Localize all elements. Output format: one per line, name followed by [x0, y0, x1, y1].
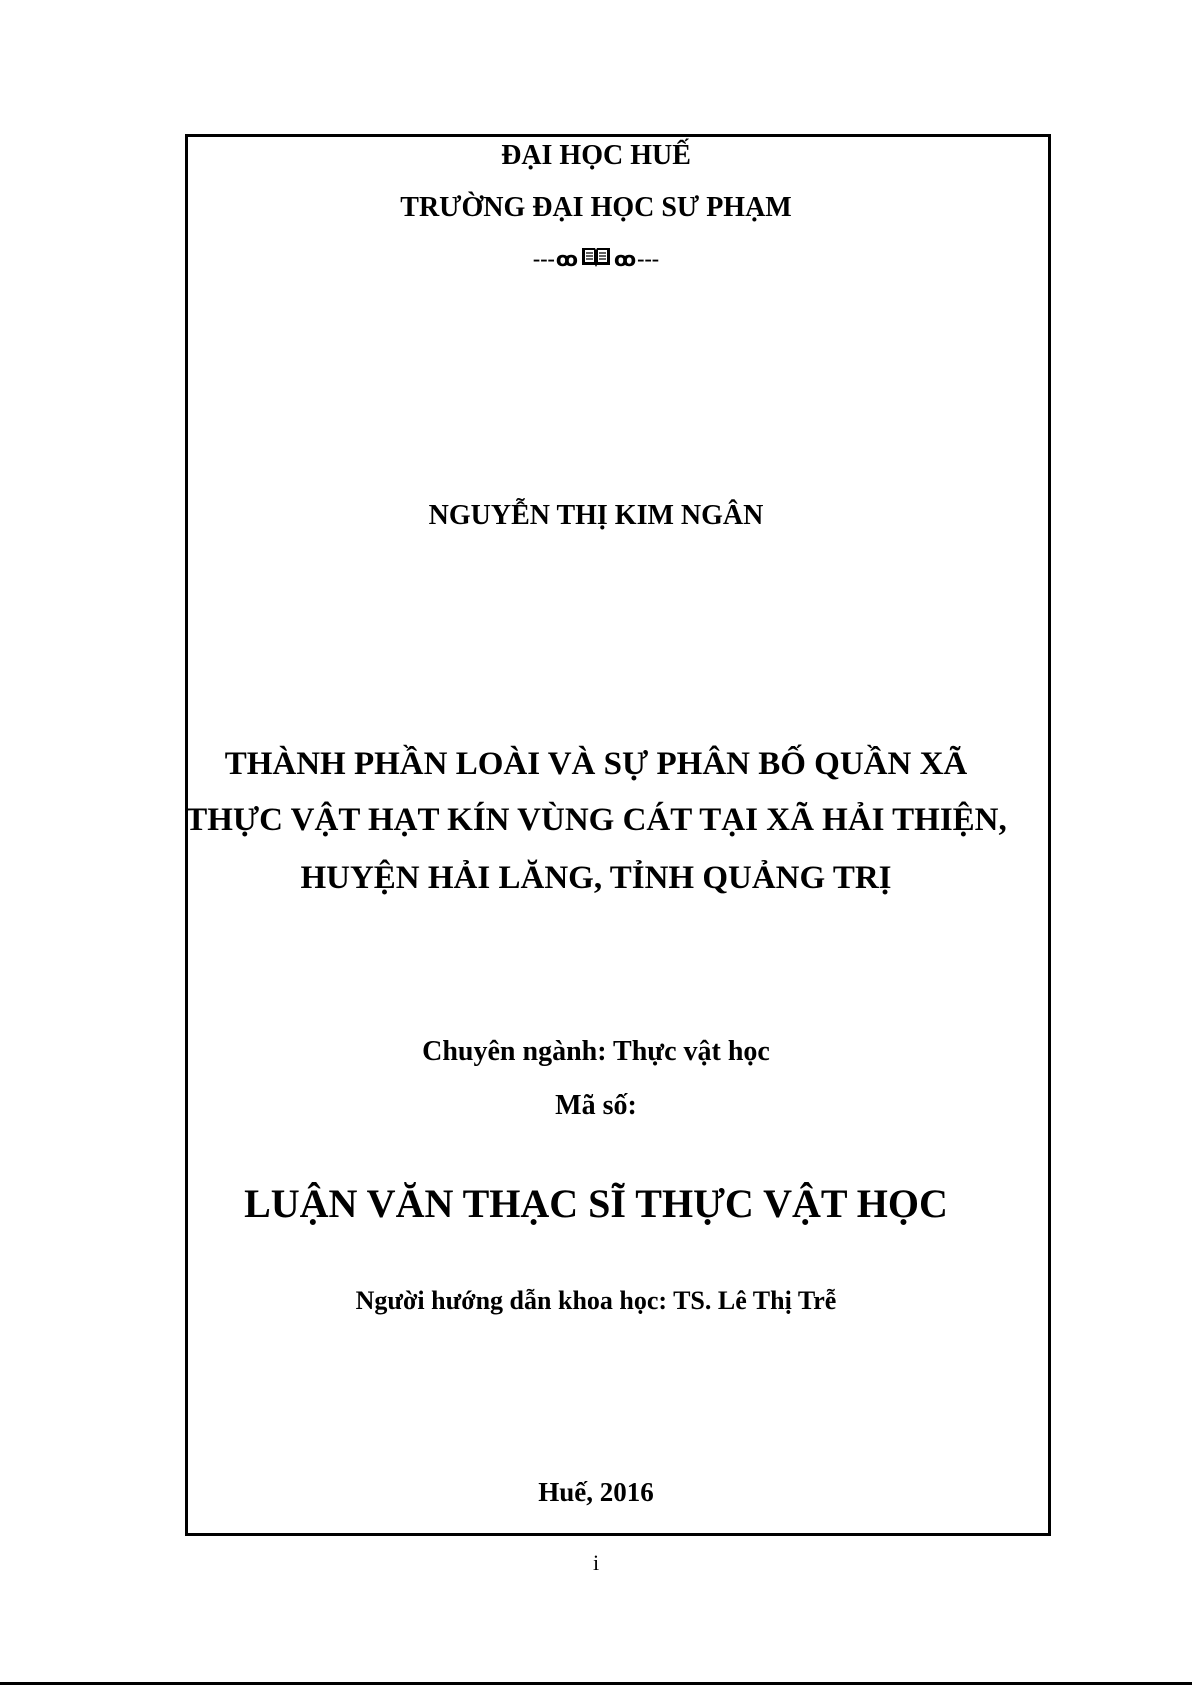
university-name: ĐẠI HỌC HUẾ: [501, 140, 691, 171]
thesis-title-line-3: HUYỆN HẢI LĂNG, TỈNH QUẢNG TRỊ: [300, 860, 892, 896]
faculty-name: TRƯỜNG ĐẠI HỌC SƯ PHẠM: [400, 192, 792, 223]
specialization: Chuyên ngành: Thực vật học: [422, 1036, 770, 1067]
degree-title: LUẬN VĂN THẠC SĨ THỰC VẬT HỌC: [244, 1181, 948, 1226]
thesis-title-line-1: THÀNH PHẦN LOÀI VÀ SỰ PHÂN BỐ QUẦN XÃ: [224, 746, 968, 782]
supervisor: Người hướng dẫn khoa học: TS. Lê Thị Trễ: [355, 1286, 837, 1315]
author-name: NGUYỄN THỊ KIM NGÂN: [428, 500, 764, 531]
code-label: Mã số:: [555, 1090, 637, 1121]
ornament-left-dashes: ---: [532, 246, 555, 271]
right-flourish-icon: ꝏ: [614, 247, 637, 271]
page-number: i: [592, 1550, 600, 1575]
place-year: Huế, 2016: [538, 1477, 654, 1507]
thesis-title-line-2: THỰC VẬT HẠT KÍN VÙNG CÁT TẠI XÃ HẢI THIỆN,: [185, 802, 1007, 838]
book-icon: [581, 245, 611, 273]
ornament-right-dashes: ---: [637, 246, 660, 271]
left-flourish-icon: ꝏ: [555, 247, 578, 271]
title-ornament: [0, 245, 1192, 273]
